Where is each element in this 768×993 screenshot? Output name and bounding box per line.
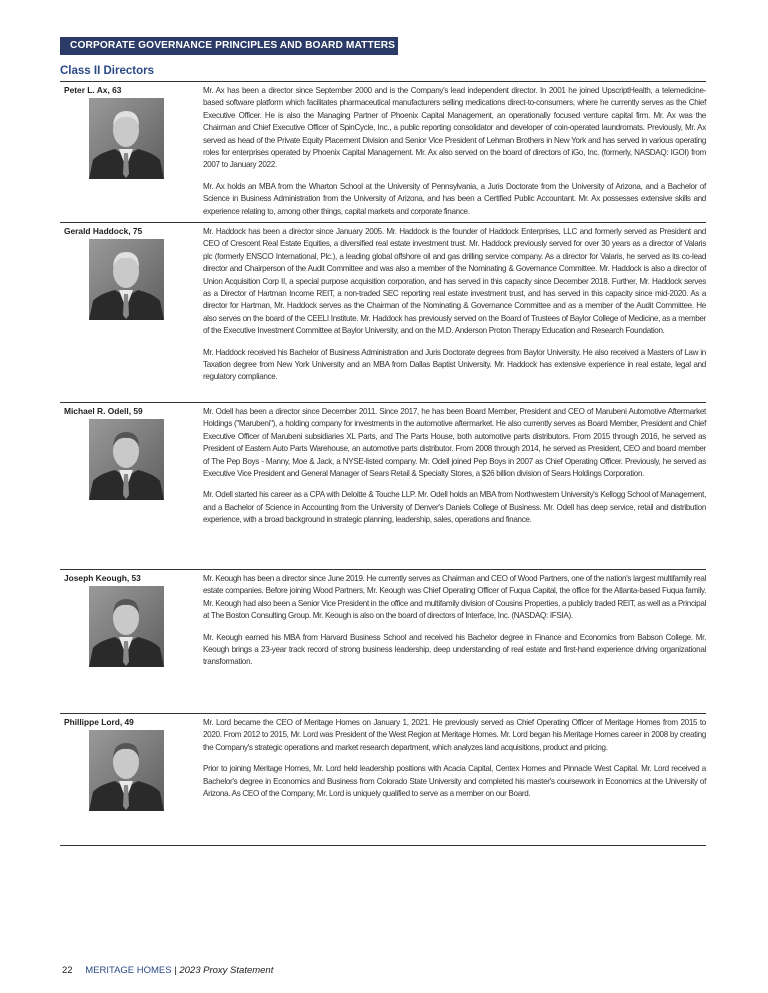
director-bio [203,573,706,678]
director-section [60,569,706,714]
portrait-icon [89,586,164,667]
director-section [60,713,706,846]
divider [60,845,706,846]
bio-paragraph: Mr. Haddock received his Bachelor of Business Administration and Juris Doctorate degrees from Baylor University. He also received a Masters of Law in Taxation degree from New York University and an MBA from Dallas Baptist University. Mr. Haddock has extensive experience in real estate, legal and regulatory compliance. [203,347,706,382]
bio-paragraph: Mr. Ax has been a director since September 2000 and is the Company's lead independent director. In 2001 he joined UpscriptHealth, a telemedicine-based software platform which facilitates pharmaceutical manufacturers selling medications direct-to-consumers, where he currently serves as the Chief Executive Officer. He is also the Managing Partner of Phoenix Capital Management, an operationally focused venture capital firm. Mr. Ax was the Chairman and Chief Executive Officer of SpinCycle, Inc., a public reporting consolidator and developer of coin-operated laundromats. Previously, Mr. Ax served as head of the Private Equity Placement Division and Senior Vice President of Lehman Brothers in New York and has served in various operating roles for enterprises operated by Phoenix Capital Management. Mr. Ax also served on the board of directors of iGo, Inc. (formerly, NASDAQ: IGOI) from 2007 to January 2022. [203,86,706,170]
portrait-icon [89,239,164,320]
bio-paragraph: Mr. Odell has been a director since December 2011. Since 2017, he has been Board Member, President and CEO of Marubeni Automotive Aftermarket Holdings ("Marubeni"), a holding company for investments in the automotive aftermarket. He also currently serves as Board Member, President and Chief Executive Officer of Marubeni subsidiaries XL Parts, and The Parts House, both automotive parts distributors. From 2015 through 2016, he served as President of Eastern Auto Parts Warehouse, an automotive parts distributor. From 2008 through 2014, he served as President, CEO and board member of The Pep Boys - Manny, Moe & Jack, a NYSE-listed company. Mr. Odell joined Pep Boys in 2007 as Chief Operating Officer. Previously, he served as Executive Vice President and General Manager of Sears Retail & Specialty Stores, a $26 billion division of Sears Holdings Corporation. [203,407,706,479]
bio-paragraph: Mr. Odell started his career as a CPA with Deloitte & Touche LLP. Mr. Odell holds an MBA from Northwestern University's Kellogg School of Management, and a Bachelor of Science in Accounting from the University of Denver's Daniels College of Business. Mr. Odell has deep service, retail and distribution experience, with a broad background in strategic planning, leadership, sales, operations and finance. [203,490,706,525]
director-bio [203,717,706,809]
director-name: Joseph Keough, 53 [64,573,141,583]
company-name: MERITAGE HOMES [85,965,172,976]
director-bio [203,406,706,536]
bio-paragraph: Mr. Lord became the CEO of Meritage Homes on January 1, 2021. He previously served as Chief Operating Officer of Meritage Homes from 2015 to 2020. From 2012 to 2015, Mr. Lord was President of the West Region at Meritage Homes. Mr. Lord began his Meritage Homes career in 2008 by creating the Company's strategic operations and market research department, which analyzes land acquisitions, product and pricing. [203,718,706,752]
page-subtitle: Class II Directors [60,65,154,77]
director-section [60,81,706,223]
footer-separator: | [174,965,177,976]
bio-paragraph: Mr. Ax holds an MBA from the Wharton School at the University of Pennsylvania, a Juris Doctorate from the University of Arizona, and a Bachelor of Science in Business Administration from the University of Arizona, and has been a Certified Public Accountant. Mr. Ax possesses extensive skills and experience relating to, among other things, capital markets and corporate finance. [203,181,706,216]
director-photo [89,419,164,500]
director-name: Michael R. Odell, 59 [64,406,143,416]
document-title: 2023 Proxy Statement [179,965,274,976]
director-photo [89,98,164,179]
section-title: CORPORATE GOVERNANCE PRINCIPLES AND BOARD MATTERS [70,40,396,51]
portrait-icon [89,98,164,179]
director-photo [89,730,164,811]
bio-paragraph: Mr. Keough has been a director since June 2019. He currently serves as Chairman and CEO of Wood Partners, one of the nation's largest multifamily real estate companies. Before joining Wood Partners, Mr. Keough was Chief Operating Officer of Fuqua Capital, the office for the Atlanta-based Fuqua family. Mr. Keough had also been a Senior Vice President in the office and multifamily division of Cousins Properties, a publicly traded REIT, as well as a Principal at The Boston Consulting Group. Mr. Keough is also on the board of directors of Interface, Inc. (NASDAQ: IFSIA). [203,574,706,621]
director-photo [89,239,164,320]
bio-paragraph: Prior to joining Meritage Homes, Mr. Lord held leadership positions with Acacia Capital, Centex Homes and Pinnacle West Capital. Mr. Lord received a Bachelor's degree in Economics and Business from Colorado State University and completed his master's coursework in Economics at the University of Arizona. As CEO of the Company, Mr. Lord is uniquely qualified to serve as a member on our Board. [203,764,706,799]
bio-paragraph: Mr. Keough earned his MBA from Harvard Business School and received his Bachelor degree in Finance and Economics from Babson College. Mr. Keough brings a 23-year track record of strong business leadership, deep understanding of real estate and first-hand experience driving organizational transformation. [203,632,706,667]
director-section [60,402,706,570]
page-footer [62,965,273,976]
director-name: Peter L. Ax, 63 [64,85,122,95]
page-number: 22 [62,965,73,976]
section-header-bar [60,37,398,55]
director-bio [203,226,706,393]
director-photo [89,586,164,667]
director-name: Gerald Haddock, 75 [64,226,143,236]
bio-paragraph: Mr. Haddock has been a director since January 2005. Mr. Haddock is the founder of Haddock Enterprises, LLC and formerly served as President and CEO of Crescent Real Estate Equities, a diversified real estate investment trust. Mr. Haddock previously served for over 30 years as a director of Valaris plc (formerly ENSCO International, Plc.), a leading global offshore oil and gas drilling service company. As a director for Valaris, he served as its co-lead director and Chairperson of the Audit Committee and was also a member of the Nominating & Governance Committee. Mr. Haddock is also a director of Union Acquisition Corp II, a special purpose acquisition corporation, and has served in this capacity since December 2018. Further, Mr. Haddock serves as a Director of Hartman Income REIT, a non-traded SEC reporting real estate investment trust, and has served in this capacity since mid-2020. As a director for Hartman, Mr. Haddock serves as the Chairman of the Nominating & Governance Committee and as a member of the Audit Committee. He also serves on the board of the CEELI Institute. Mr. Haddock has previously served on the Board of Trustees of Baylor College of Medicine, as a member of the Executive Investment Committee at Baylor University, and on the M.D. Anderson Proton Therapy Education and Research Foundation. [203,227,706,336]
director-bio [203,85,706,227]
portrait-icon [89,730,164,811]
portrait-icon [89,419,164,500]
director-name: Phillippe Lord, 49 [64,717,134,727]
director-section [60,222,706,403]
